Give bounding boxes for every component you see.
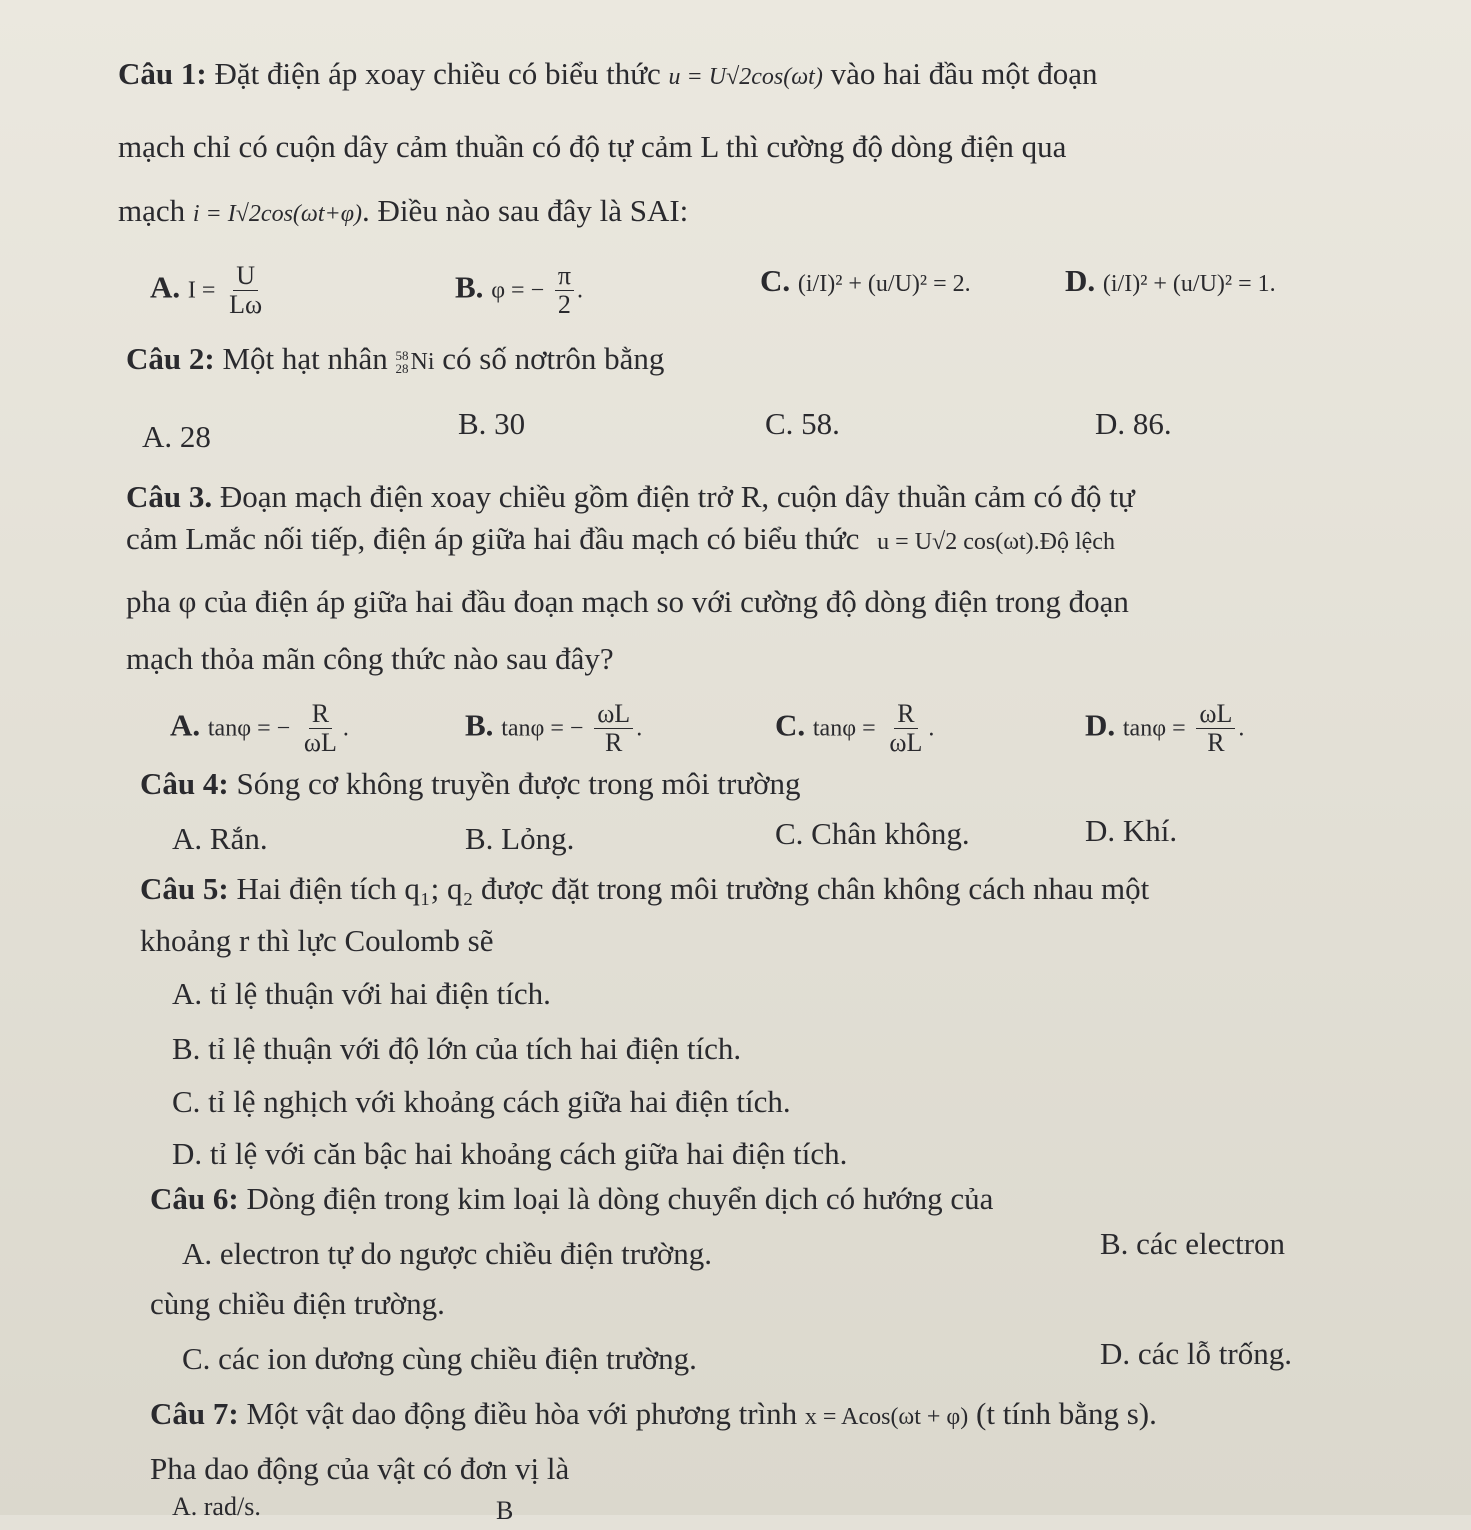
q3-option-b-end: . (636, 715, 643, 742)
q7-text-tail: (t tính bằng s). (976, 1396, 1157, 1431)
q5-option-d[interactable]: D. tỉ lệ với căn bậc hai khoảng cách giữa hai điện tích. (172, 1136, 848, 1171)
q1-option-b-num: π (555, 262, 574, 291)
q1-text-3: mạch (118, 193, 186, 228)
q2-nuclide-symbol: Ni (410, 349, 435, 375)
q6-option-b-continued: cùng chiều điện trường. (150, 1286, 445, 1321)
q6-line1 (150, 1180, 993, 1218)
q1-option-d-label: D. (1065, 263, 1096, 298)
q6-option-a[interactable]: A. electron tự do ngược chiều điện trường. (182, 1236, 712, 1271)
q3-option-a-end: . (342, 715, 349, 742)
q6-label: Câu 6: (150, 1181, 239, 1216)
q3-option-b-label: B. (465, 707, 494, 743)
q3-line4: mạch thỏa mãn công thức nào sau đây? (126, 641, 614, 676)
q3-text-2-tail: .Độ lệch (1033, 529, 1115, 555)
q4-option-d[interactable]: D. Khí. (1085, 813, 1178, 848)
q6-option-c[interactable]: C. các ion dương cùng chiều điện trường. (182, 1341, 697, 1376)
q1-label: Câu 1: (118, 56, 207, 91)
q7-line2: Pha dao động của vật có đơn vị là (150, 1451, 570, 1486)
q1-line3 (118, 192, 688, 233)
q4-option-c[interactable]: C. Chân không. (775, 816, 970, 851)
q1-option-a-label: A. (150, 269, 181, 305)
q1-option-c-label: C. (760, 263, 791, 298)
q6-text: Dòng điện trong kim loại là dòng chuyển dịch có hướng của (246, 1181, 994, 1216)
q3-line1 (126, 478, 1135, 516)
q3-option-c-lhs: tanφ = (812, 715, 876, 742)
q3-line3: pha φ của điện áp giữa hai đầu đoạn mạch so với cường độ dòng điện trong đoạn (126, 584, 1129, 619)
q6-option-b[interactable]: B. các electron (1100, 1226, 1286, 1261)
q3-option-b-lhs: tanφ = − (501, 715, 584, 742)
q3-option-a-num: R (309, 700, 332, 729)
q3-option-c-label: C. (775, 707, 806, 743)
q5-option-a[interactable]: A. tỉ lệ thuận với hai điện tích. (172, 976, 551, 1011)
q7-x-expression: x = Acos(ωt + φ) (804, 1404, 969, 1430)
q1-option-b[interactable] (455, 262, 583, 319)
q1-option-a-num: U (233, 262, 258, 291)
q1-line2: mạch chỉ có cuộn dây cảm thuần có độ tự cảm L thì cường độ dòng điện qua (118, 129, 1067, 164)
q3-text-2: cảm Lmắc nối tiếp, điện áp giữa hai đầu mạch có biểu thức (126, 521, 860, 556)
q1-u-expression: u = U√2cos(ωt) (668, 64, 823, 90)
q4-label: Câu 4: (140, 766, 229, 801)
q3-text-1: Đoạn mạch điện xoay chiều gồm điện trở R, cuộn dây thuần cảm có độ tự (219, 479, 1135, 514)
q7-option-b[interactable]: B (496, 1496, 514, 1525)
q5-line1 (140, 870, 1149, 908)
q3-option-d-end: . (1238, 715, 1245, 742)
q4-option-b[interactable]: B. Lỏng. (465, 821, 575, 856)
q3-option-d-den: R (1207, 728, 1225, 757)
q5-option-b[interactable]: B. tỉ lệ thuận với độ lớn của tích hai điện tích. (172, 1031, 742, 1066)
q2-nuclide-mass: 58 (395, 347, 409, 363)
q1-option-a[interactable] (150, 262, 268, 319)
q1-line1 (118, 55, 1097, 96)
q3-label: Câu 3. (126, 479, 213, 514)
q3-option-d-lhs: tanφ = (1122, 715, 1186, 742)
q3-line2 (126, 520, 1115, 561)
q3-option-b[interactable] (465, 700, 642, 757)
q1-option-d[interactable] (1065, 262, 1276, 303)
q5-option-c[interactable]: C. tỉ lệ nghịch với khoảng cách giữa hai điện tích. (172, 1084, 791, 1119)
q7-option-a[interactable]: A. rad/s. (172, 1492, 261, 1521)
q1-option-b-lhs: φ = − (491, 277, 545, 304)
q1-option-a-den: Lω (229, 290, 263, 319)
q1-text-3-tail: . Điều nào sau đây là SAI: (361, 193, 689, 228)
q3-option-c[interactable] (775, 700, 934, 757)
q1-option-b-den: 2 (557, 290, 571, 319)
q1-option-b-end: . (577, 277, 583, 304)
q2-line1 (126, 340, 664, 381)
q3-option-d-num: ωL (1196, 700, 1235, 729)
q3-option-d-label: D. (1085, 707, 1116, 743)
q2-nuclide-numbers (396, 349, 409, 375)
q2-option-b[interactable]: B. 30 (458, 406, 526, 441)
q3-option-c-den: ωL (889, 728, 923, 757)
q6-option-d[interactable]: D. các lỗ trống. (1100, 1336, 1292, 1371)
q1-option-a-lhs: I = (187, 277, 216, 304)
q4-option-a[interactable]: A. Rắn. (172, 821, 268, 856)
q5-label: Câu 5: (140, 871, 229, 906)
q7-text: Một vật dao động điều hòa với phương trình (246, 1396, 798, 1431)
q3-option-a[interactable] (170, 700, 349, 757)
q3-option-a-lhs: tanφ = − (207, 715, 291, 742)
q5-text-1: Hai điện tích q₁; q₂ được đặt trong môi trường chân không cách nhau một (236, 871, 1150, 906)
q2-text-tail: có số nơtrôn bằng (442, 341, 665, 376)
q3-u-expression: u = U√2 cos(ωt) (877, 529, 1034, 555)
q2-text: Một hạt nhân (222, 341, 388, 376)
q3-option-d[interactable] (1085, 700, 1244, 757)
q1-text-1-tail: vào hai đầu một đoạn (830, 56, 1098, 91)
q3-option-c-end: . (928, 715, 935, 742)
q2-option-c[interactable]: C. 58. (765, 406, 840, 441)
q4-text: Sóng cơ không truyền được trong môi trường (236, 766, 801, 801)
q2-option-d[interactable]: D. 86. (1095, 406, 1172, 441)
q1-option-c-expr: (i/I)² + (u/U)² = 2. (797, 271, 971, 297)
q2-nuclide-z: 28 (395, 360, 409, 376)
q1-option-b-label: B. (455, 269, 484, 305)
q3-option-a-label: A. (170, 707, 201, 743)
q3-option-b-num: ωL (594, 700, 633, 729)
q7-label: Câu 7: (150, 1396, 239, 1431)
q2-option-a[interactable]: A. 28 (142, 419, 211, 454)
q1-option-d-expr: (i/I)² + (u/U)² = 1. (1102, 271, 1276, 297)
q3-option-a-den: ωL (303, 728, 337, 757)
q4-line1 (140, 765, 801, 803)
q7-line1 (150, 1395, 1157, 1436)
q1-option-c[interactable] (760, 262, 971, 303)
q5-line2: khoảng r thì lực Coulomb sẽ (140, 923, 494, 958)
q1-i-expression: i = I√2cos(ωt+φ) (192, 201, 362, 227)
q3-option-b-den: R (605, 728, 623, 757)
q3-option-c-num: R (894, 700, 917, 729)
q1-text-1: Đặt điện áp xoay chiều có biểu thức (214, 56, 661, 91)
q2-label: Câu 2: (126, 341, 215, 376)
